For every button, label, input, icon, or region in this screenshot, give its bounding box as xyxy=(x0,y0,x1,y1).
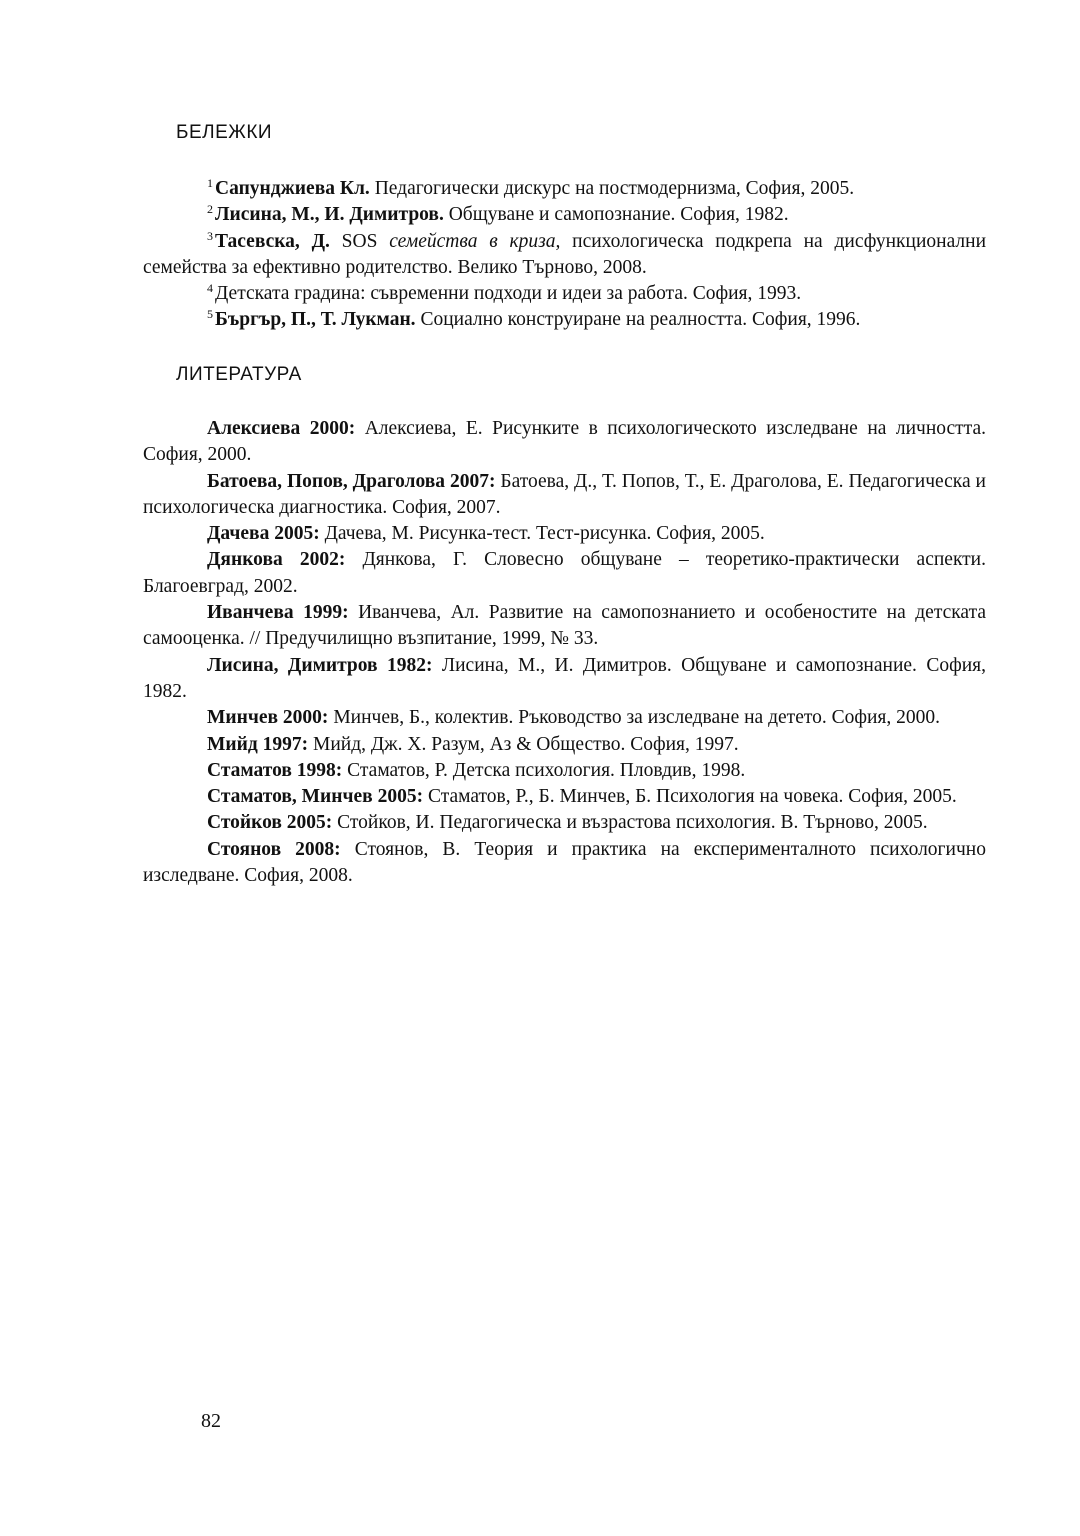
note-item xyxy=(143,281,986,307)
reference-key: Дянкова 2002: xyxy=(207,549,346,571)
reference-text: Батоева, Д., Т. Попов, Т., Е. Драголова, Е. Педагогическа и психологическа диагностика. София, 2007. xyxy=(143,470,986,518)
reference-key: Дачева 2005: xyxy=(207,523,320,545)
note-text: Социално конструиране на реалността. София, 1996. xyxy=(415,309,861,331)
reference-key: Стоянов 2008: xyxy=(207,838,341,860)
reference-text: Стаматов, Р., Б. Минчев, Б. Психология на човека. София, 2005. xyxy=(423,786,957,808)
reference-text: Дачева, М. Рисунка-тест. Тест-рисунка. София, 2005. xyxy=(319,523,765,545)
reference-item xyxy=(143,416,986,469)
reference-text: Стоянов, В. Теория и практика на експерименталното психологично изследване. София, 2008. xyxy=(143,838,986,887)
reference-text: Минчев, Б., колектив. Ръководство за изследване на детето. София, 2000. xyxy=(328,707,941,729)
reference-text: Мийд, Дж. Х. Разум, Аз & Общество. София, 1997. xyxy=(308,733,739,755)
note-text: Педагогически дискурс на постмодернизма, София, 2005. xyxy=(369,178,855,199)
reference-key: Алексиева 2000: xyxy=(207,418,356,439)
reference-key: Стаматов, Минчев 2005: xyxy=(207,786,424,808)
reference-item xyxy=(143,600,986,653)
note-text: Детската градина: съвременни подходи и идеи за работа. София, 1993. xyxy=(215,283,802,305)
note-author: Лисина, М., И. Димитров. xyxy=(215,204,444,226)
note-author: Сапунджиева Кл. xyxy=(215,178,370,199)
reference-key: Минчев 2000: xyxy=(207,707,329,729)
note-number: 1 xyxy=(207,176,213,190)
reference-key: Мийд 1997: xyxy=(207,733,309,755)
note-author: Тасевска, Д. xyxy=(215,230,330,252)
note-text-prefix: SOS xyxy=(329,230,390,252)
reference-item xyxy=(143,732,986,758)
reference-item xyxy=(143,521,986,547)
note-text: Общуване и самопознание. София, 1982. xyxy=(443,204,789,226)
note-number: 3 xyxy=(207,228,213,243)
note-item xyxy=(143,202,986,228)
note-item xyxy=(143,176,986,202)
reference-item xyxy=(143,784,986,810)
reference-text: Стойков, И. Педагогическа и възрастова психология. В. Търново, 2005. xyxy=(332,812,928,834)
reference-item xyxy=(143,547,986,600)
reference-item xyxy=(143,837,986,890)
reference-text: Иванчева, Ал. Развитие на самопознанието и особеностите на детската самооценка. // Предучилищно възпитание, 1999, № 33. xyxy=(143,602,986,650)
reference-key: Стойков 2005: xyxy=(207,812,333,834)
reference-key: Иванчева 1999: xyxy=(207,602,349,624)
reference-item xyxy=(143,653,986,706)
note-italic-title: семейства в криза, xyxy=(389,230,561,252)
reference-text: Лисина, М., И. Димитров. Общуване и самопознание. София, 1982. xyxy=(143,654,986,702)
literature-heading: ЛИТЕРАТУРА xyxy=(176,364,302,385)
reference-text: Дянкова, Г. Словесно общуване – теоретико-практически аспекти. Благоевград, 2002. xyxy=(143,549,986,597)
reference-item xyxy=(143,810,986,836)
reference-item xyxy=(143,469,986,522)
reference-text: Алексиева, Е. Рисунките в психологическото изследване на личността. София, 2000. xyxy=(143,418,986,466)
reference-item xyxy=(143,705,986,731)
note-item xyxy=(143,307,986,333)
note-item xyxy=(143,229,986,282)
note-text: психологическа подкрепа на дисфункционални семейства за ефективно родителство. Велико Търново, 2008. xyxy=(143,230,987,278)
reference-text: Стаматов, Р. Детска психология. Пловдив, 1998. xyxy=(342,759,746,781)
note-number: 4 xyxy=(207,281,213,296)
page-number: 82 xyxy=(201,1410,221,1432)
reference-key: Стаматов 1998: xyxy=(207,759,343,781)
reference-key: Лисина, Димитров 1982: xyxy=(207,654,433,676)
note-number: 5 xyxy=(207,307,213,322)
notes-list xyxy=(143,176,986,334)
reference-key: Батоева, Попов, Драголова 2007: xyxy=(207,470,496,492)
literature-list xyxy=(143,416,986,889)
note-author: Бъргър, П., Т. Лукман. xyxy=(215,309,416,331)
reference-item xyxy=(143,758,986,784)
note-number: 2 xyxy=(207,202,213,217)
notes-heading: БЕЛЕЖКИ xyxy=(176,122,273,143)
